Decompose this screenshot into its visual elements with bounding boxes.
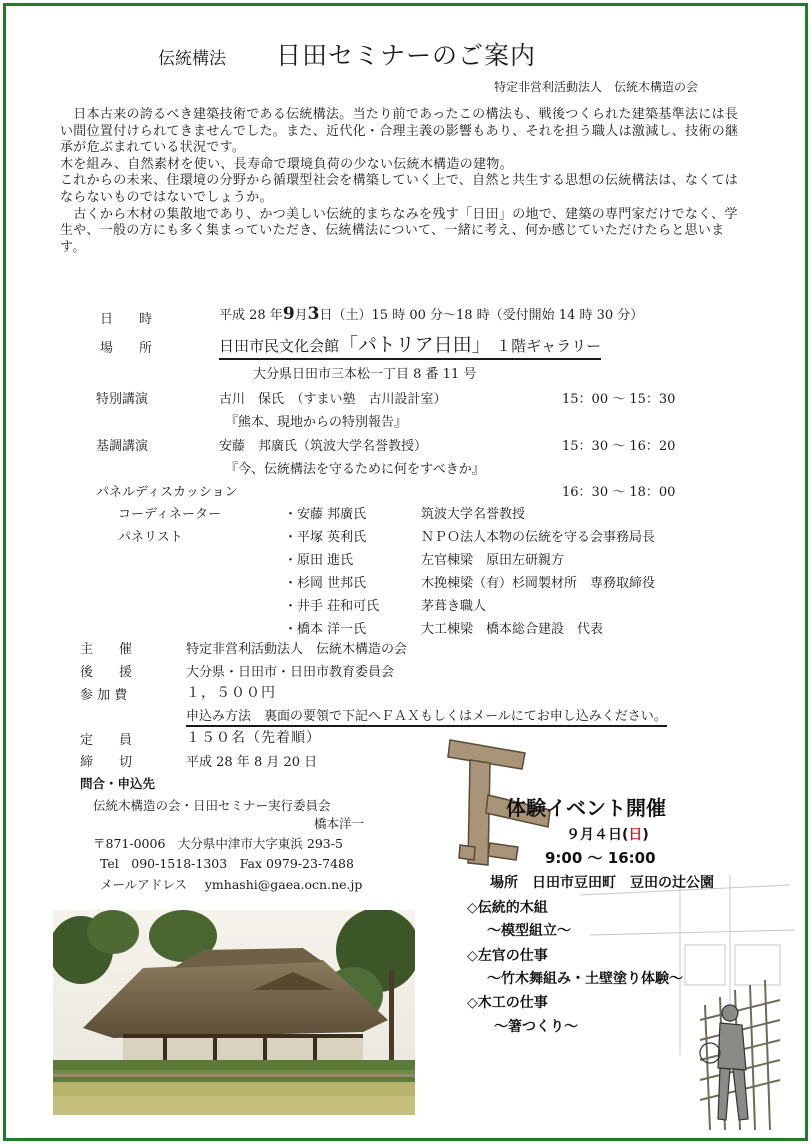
person-role: 大工棟梁 橋本総合建設 代表 <box>421 622 604 637</box>
host-label: 主 催 <box>80 642 133 657</box>
intro-paragraph: 古くから木材の集散地であり、かつ美しい伝統的まちなみを残す「日田」の地で、建築の専門家だけでなく、学生や、一般の方にも多く集まっていただき、伝統構法について、一緒に考え、何か感じていただけたらと思います。 <box>60 206 738 255</box>
person-role: ＮＰＯ法人本物の伝統を守る会事務局長 <box>421 530 656 545</box>
host-value: 特定非営利活動法人 伝統木構造の会 <box>186 642 408 657</box>
person-role: 茅葺き職人 <box>421 599 487 614</box>
date-value: 平成 28 年9月3日（土）15 時 00 分〜18 時（受付開始 14 時 30 分） <box>219 304 644 324</box>
event-item-sub: 〜箸つくり〜 <box>494 1019 578 1035</box>
contact-organization: 伝統木構造の会・日田セミナー実行委員会 <box>93 798 331 813</box>
contact-address: 〒871-0006 大分県中津市大字東浜 293-5 <box>93 836 343 851</box>
special-lecture-label: 特別講演 <box>96 392 149 407</box>
venue: 日田市民文化会館「パトリア日田」 １階ギャラリー <box>219 330 601 360</box>
event-item: ◇木工の仕事 <box>467 995 548 1011</box>
special-lecture-topic: 『熊本、現地からの特別報告』 <box>225 415 408 430</box>
person-name: ・安藤 邦廣氏 <box>284 507 367 522</box>
keynote-speaker: 安藤 邦廣氏（筑波大学名誉教授） <box>219 439 428 454</box>
special-lecture-time: 15：00 〜 15：30 <box>562 392 676 407</box>
organizer-name: 特定非営利活動法人 伝統木構造の会 <box>494 80 699 94</box>
event-title: 体験イベント開催 <box>506 796 666 820</box>
contact-phone: Tel 090-1518-1303 Fax 0979-23-7488 <box>100 856 354 871</box>
event-time: 9:00 〜 16:00 <box>545 849 656 867</box>
person-role: 筑波大学名誉教授 <box>421 507 526 522</box>
fee-value: １，５００円 <box>186 685 276 701</box>
deadline-value: 平成 28 年 8 月 20 日 <box>186 755 318 770</box>
keynote-label: 基調講演 <box>96 439 149 454</box>
application-method: 申込み方法 裏面の要領で下記へＦＡＸもしくはメールにてお申し込みください。 <box>186 705 667 727</box>
capacity-label: 定 員 <box>80 733 133 748</box>
deadline-label: 締 切 <box>80 755 133 770</box>
place-label: 場 所 <box>100 341 153 356</box>
capacity-value: １５０名（先着順） <box>186 730 321 746</box>
person-name: ・杉岡 世邦氏 <box>284 576 367 591</box>
email-link[interactable]: ymhashi@gaea.ocn.ne.jp <box>204 877 363 892</box>
intro-paragraph: 日本古来の誇るべき建築技術である伝統構法。当たり前であったこの構法も、戦後つくられた建築基準法には長い間位置付けられてきませんでした。また、近代化・合理主義の影響もあり、それを担う職人は激減し、技術の継承が危ぶまれている状況です。 <box>60 107 739 156</box>
panel-time: 16：30 〜 18：00 <box>562 485 676 500</box>
page-title: 日田セミナーのご案内 <box>276 41 537 70</box>
event-place: 場所 日田市豆田町 豆田の辻公園 <box>490 875 714 891</box>
thatched-house-photo <box>53 910 415 1115</box>
intro-text <box>60 107 742 256</box>
fee-label: 参 加 費 <box>80 688 128 703</box>
event-item-sub: 〜竹木舞組み・土壁塗り体験〜 <box>487 971 683 987</box>
contact-heading: 問合・申込先 <box>80 776 156 791</box>
date-label: 日 時 <box>100 312 153 327</box>
sunday-marker: 日 <box>628 827 643 843</box>
panelist-label: パネリスト <box>118 530 183 545</box>
event-item: ◇伝統的木組 <box>467 900 548 916</box>
contact-person: 橋本洋一 <box>314 816 365 831</box>
keynote-topic: 『今、伝統構法を守るために何をすべきか』 <box>225 462 485 477</box>
panel-label: パネルディスカッション <box>96 485 238 500</box>
person-name: ・平塚 英利氏 <box>284 530 367 545</box>
support-value: 大分県・日田市・日田市教育委員会 <box>186 665 395 680</box>
intro-paragraph: これからの未来、住環境の分野から循環型社会を構築していく上で、自然と共生する思想の伝統構法は、なくてはならないものではないでしょうか。 <box>60 173 739 205</box>
person-role: 左官棟梁 原田左研親方 <box>421 553 565 568</box>
special-lecture-speaker: 古川 保氏 （すまい塾 古川設計室） <box>219 392 447 407</box>
keynote-time: 15：30 〜 16：20 <box>562 439 676 454</box>
venue-address: 大分県日田市三本松一丁目 8 番 11 号 <box>253 367 477 382</box>
person-name: ・原田 進氏 <box>284 553 354 568</box>
contact-email-row <box>100 875 362 893</box>
event-item-sub: 〜模型組立〜 <box>487 923 571 939</box>
person-name: ・井手 荘和可氏 <box>284 599 380 614</box>
support-label: 後 援 <box>80 665 133 680</box>
coordinator-label: コーディネーター <box>118 507 221 522</box>
person-name: ・橋本 洋一氏 <box>284 622 367 637</box>
title-prefix: 伝統構法 <box>158 49 226 69</box>
event-date: ９月４日(日) <box>566 827 649 843</box>
intro-paragraph: 木を組み、自然素材を使い、長寿命で環境負荷の少ない伝統木構造の建物。 <box>60 156 513 172</box>
event-item: ◇左官の仕事 <box>467 948 548 964</box>
email-label: メールアドレス <box>100 877 187 892</box>
person-role: 木挽棟梁（有）杉岡製材所 専務取締役 <box>421 576 656 591</box>
